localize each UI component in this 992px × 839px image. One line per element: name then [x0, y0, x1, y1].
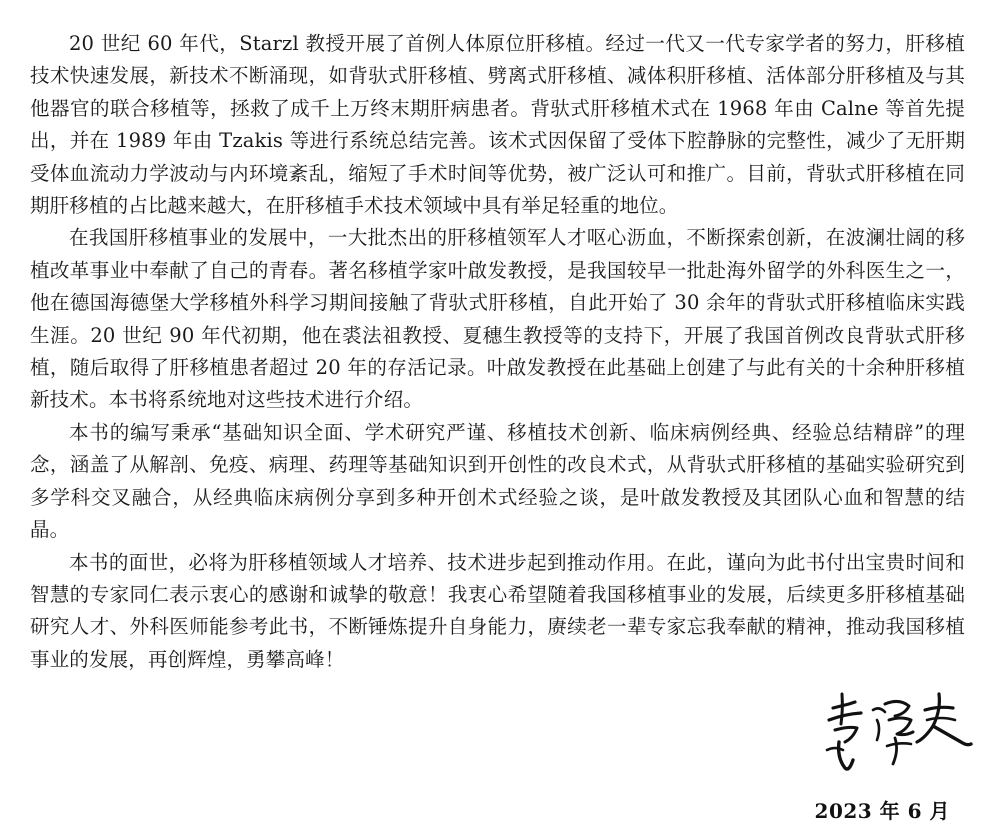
- date-line: 2023 年 6 月: [814, 799, 950, 823]
- handwritten-signature: [815, 680, 975, 790]
- paragraph-2: 在我国肝移植事业的发展中，一大批杰出的肝移植领军人才呕心沥血，不断探索创新，在波澜壮阔的移植改革事业中奉献了自己的青春。著名移植学家叶啟发教授，是我国较早一批赴海外留学的外科医生之一，他在德国海德堡大学移植外科学习期间接触了背驮式肝移植，自此开始了 30 余年的背驮式肝移植临床实践生涯。20 世纪 90 年代初期，他在裘法祖教授、夏穗生教授等的支持下，开展了我国首例改良背驮式肝移植，随后取得了肝移植患者超过 20 年的存活记录。叶啟发教授在此基础上创建了与此有关的十余种肝移植新技术。本书将系统地对这些技术进行介绍。: [30, 226, 965, 412]
- signature-graphic: [815, 680, 975, 790]
- paragraph-1: 20 世纪 60 年代，Starzl 教授开展了首例人体原位肝移植。经过一代又一代专家学者的努力，肝移植技术快速发展，新技术不断涌现，如背驮式肝移植、劈离式肝移植、减体积肝移植、活体部分肝移植及与其他器官的联合移植等，拯救了成千上万终末期肝病患者。背驮式肝移植术式在 1968 年由 Calne 等首先提出，并在 1989 年由 Tzakis 等进行系统总结完善。该术式因保留了受体下腔静脉的完整性，减少了无肝期受体血流动力学波动与内环境紊乱，缩短了手术时间等优势，被广泛认可和推广。目前，背驮式肝移植在同期肝移植的占比越来越大，在肝移植手术技术领域中具有举足轻重的地位。: [30, 32, 965, 218]
- paragraph-3: 本书的编写秉承“基础知识全面、学术研究严谨、移植技术创新、临床病例经典、经验总结精辟”的理念，涵盖了从解剖、免疫、病理、药理等基础知识到开创性的改良术式，从背驮式肝移植的基础实验研究到多学科交叉融合，从经典临床病例分享到多种开创术式经验之谈，是叶啟发教授及其团队心血和智慧的结晶。: [30, 420, 965, 542]
- paragraph-4: 本书的面世，必将为肝移植领域人才培养、技术进步起到推动作用。在此，谨向为此书付出宝贵时间和智慧的专家同仁表示衷心的感谢和诚挚的敬意！我衷心希望随着我国移植事业的发展，后续更多肝移植基础研究人才、外科医师能参考此书，不断锤炼提升自身能力，赓续老一辈专家忘我奉献的精神，推动我国移植事业的发展，再创辉煌，勇攀高峰！: [30, 550, 965, 671]
- body-text: [30, 28, 965, 676]
